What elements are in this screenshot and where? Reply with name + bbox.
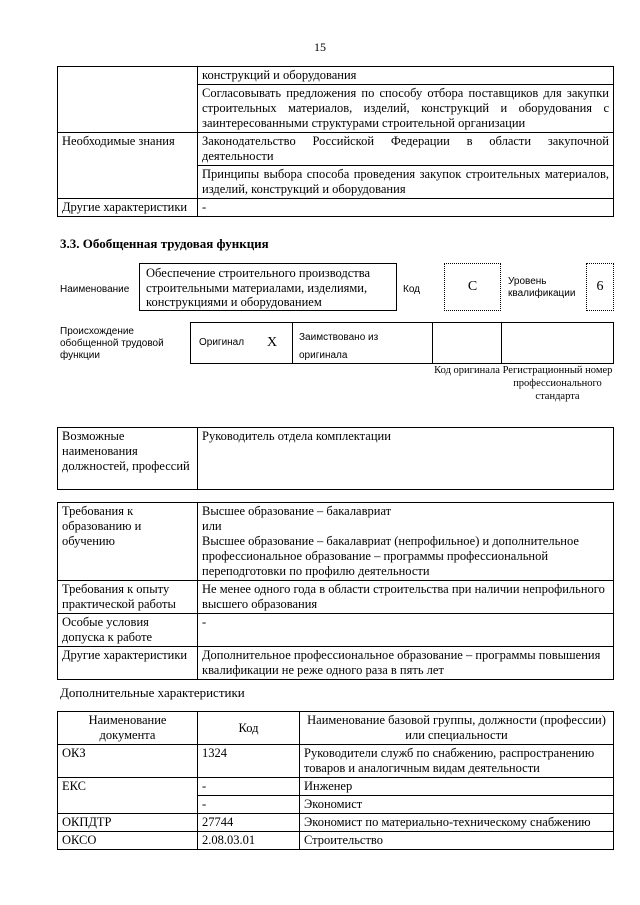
positions-value: Руководитель отдела комплектации (198, 428, 614, 490)
requirement-line: - (202, 615, 207, 629)
table-row (58, 614, 614, 647)
table-header-row (58, 712, 614, 745)
table-row (58, 199, 614, 217)
requirement-label: Особые условия допуска к работе (58, 614, 198, 647)
additional-title: Дополнительные характеристики (60, 685, 245, 700)
code-cell: - (198, 778, 300, 796)
requirement-text (198, 581, 614, 614)
code-cell: - (198, 796, 300, 814)
table-row (58, 503, 614, 581)
level-value: 6 (586, 263, 614, 311)
table-row (58, 814, 614, 832)
row-text: Принципы выбора способа проведения закупок строительных материалов, изделий, конструкций и оборудования (198, 166, 614, 199)
table-row (58, 796, 614, 814)
name-cell: Строительство (300, 832, 614, 850)
table-row (58, 832, 614, 850)
positions-label: Возможные наименования должностей, профессий (58, 428, 198, 490)
section-title: 3.3. Обобщенная трудовая функция (60, 236, 269, 251)
row-label: Другие характеристики (58, 199, 198, 217)
row-label (58, 85, 198, 133)
level-label: Уровень квалификации (508, 276, 576, 299)
name-cell: Инженер (300, 778, 614, 796)
requirement-text (198, 614, 614, 647)
original-label: Оригинал (199, 337, 245, 348)
name-cell: Экономист (300, 796, 614, 814)
original-mark: X (267, 335, 278, 350)
requirement-label: Требования к образованию и обучению (58, 503, 198, 581)
row-label (58, 166, 198, 199)
header-code: Код (198, 712, 300, 745)
table-row (58, 745, 614, 778)
table-row (58, 166, 614, 199)
function-name: Обеспечение строительного производства строительными материалами, изделиями, конструкциями и оборудованием (139, 263, 397, 311)
origin-code-cell (432, 322, 502, 364)
name-cell: Экономист по материально-техническому снабжению (300, 814, 614, 832)
table-row (58, 778, 614, 796)
skills-table (57, 66, 614, 217)
table-row (58, 85, 614, 133)
requirement-line: или (202, 519, 222, 533)
header-document: Наименование документа (58, 712, 198, 745)
row-label (58, 67, 198, 85)
table-row (58, 581, 614, 614)
requirement-line: Высшее образование – бакалавриат (непрофильное) и дополнительное профессиональное образование – программы профессиональной переподготовки по профилю деятельности (202, 534, 579, 578)
table-row (58, 647, 614, 680)
doc-cell: ОКСО (58, 832, 198, 850)
reg-number-cell (501, 322, 614, 364)
code-cell: 27744 (198, 814, 300, 832)
row-text: Законодательство Российской Федерации в области закупочной деятельности (198, 133, 614, 166)
origin-label: Происхождение обобщенной трудовой функции (60, 326, 164, 361)
table-row (58, 428, 614, 490)
borrowed-label: Заимствовано из оригинала (299, 332, 379, 361)
name-cell: Руководители служб по снабжению, распространению товаров и аналогичным видам деятельности (300, 745, 614, 778)
positions-table (57, 427, 614, 490)
requirements-table (57, 502, 614, 680)
code-cell: 1324 (198, 745, 300, 778)
additional-table (57, 711, 614, 850)
requirement-line: Дополнительное профессиональное образование – программы повышения квалификации не реже одного раза в пять лет (202, 648, 601, 677)
row-text: - (198, 199, 614, 217)
doc-cell: ОКПДТР (58, 814, 198, 832)
requirement-line: Высшее образование – бакалавриат (202, 504, 392, 518)
doc-cell: ЕКС (58, 778, 198, 796)
row-label: Необходимые знания (58, 133, 198, 166)
page-number: 15 (314, 40, 326, 54)
row-text: Согласовывать предложения по способу отбора поставщиков для закупки строительных материалов, изделий, конструкций и оборудования с заинтересованными структурами строительной организации (198, 85, 614, 133)
requirement-label: Требования к опыту практической работы (58, 581, 198, 614)
code-label: Код (403, 284, 421, 295)
code-cell: 2.08.03.01 (198, 832, 300, 850)
original-cell (190, 322, 293, 364)
requirement-label: Другие характеристики (58, 647, 198, 680)
table-row (58, 133, 614, 166)
requirement-text (198, 503, 614, 581)
doc-cell (58, 796, 198, 814)
row-text: конструкций и оборудования (198, 67, 614, 85)
reg-caption: Регистрационный номер профессионального стандарта (502, 365, 613, 402)
requirement-line: Не менее одного года в области строительства при наличии непрофильного высшего образования (202, 582, 605, 611)
header-name: Наименование базовой группы, должности (профессии) или специальности (300, 712, 614, 745)
code-value: C (444, 263, 501, 311)
borrowed-cell (292, 322, 433, 364)
name-label: Наименование (60, 284, 130, 295)
doc-cell: ОКЗ (58, 745, 198, 778)
requirement-text (198, 647, 614, 680)
table-row (58, 67, 614, 85)
code-caption: Код оригинала (434, 365, 500, 376)
